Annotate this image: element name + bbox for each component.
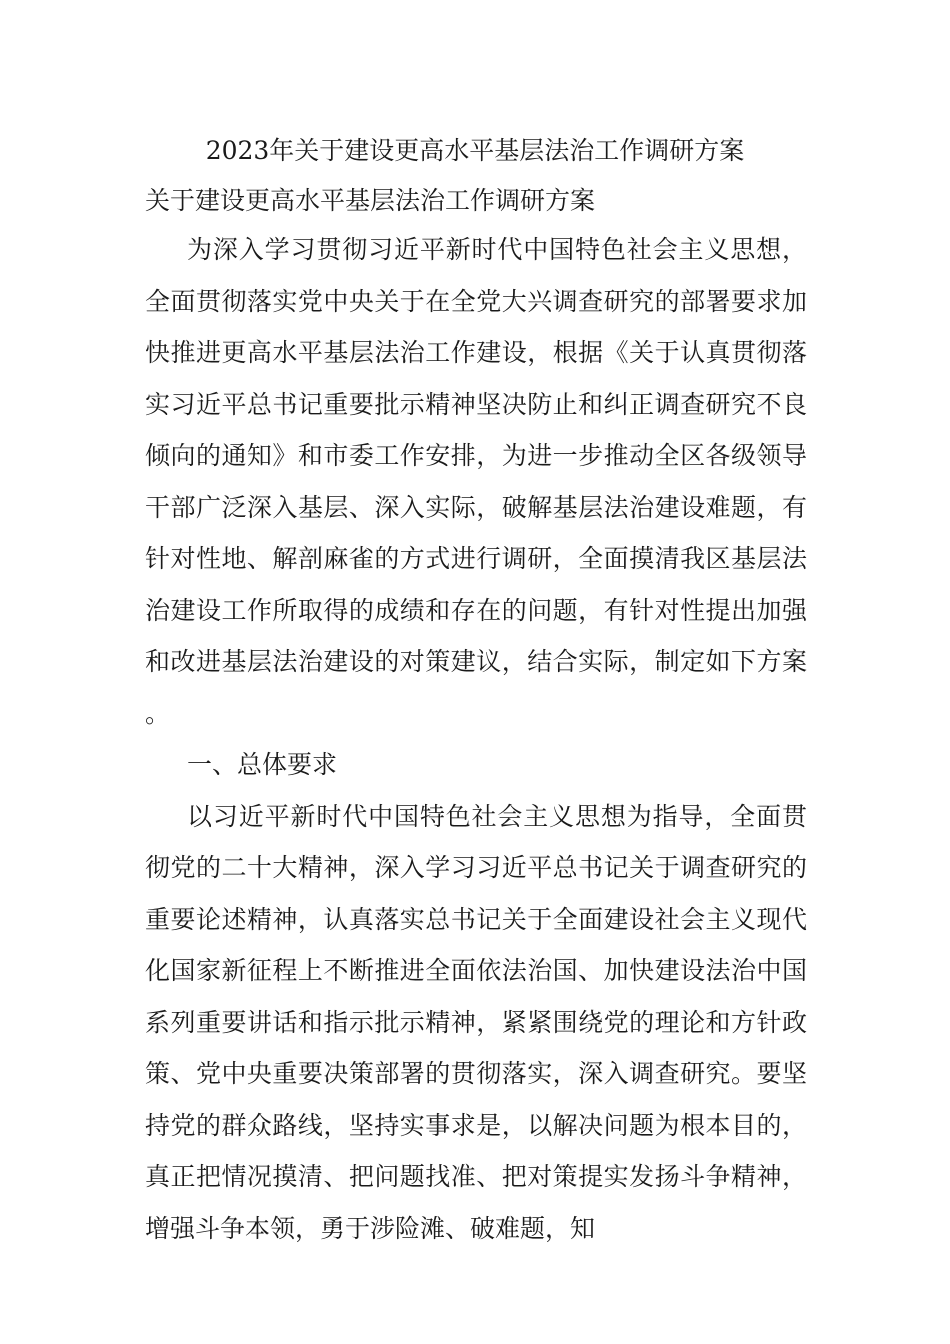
document-body bbox=[145, 224, 807, 1254]
document-subtitle: 关于建设更高水平基层法治工作调研方案 bbox=[145, 186, 596, 215]
paragraph-general-requirements: 以习近平新时代中国特色社会主义思想为指导，全面贯彻党的二十大精神，深入学习习近平总书记关于调查研究的重要论述精神，认真落实总书记关于全面建设社会主义现代化国家新征程上不断推进全面依法治国、加快建设法治中国系列重要讲话和指示批示精神，紧紧围绕党的理论和方针政策、党中央重要决策部署的贯彻落实，深入调查研究。要坚持党的群众路线，坚持实事求是，以解决问题为根本目的，真正把情况摸清、把问题找准、把对策提实发扬斗争精神，增强斗争本领，勇于涉险滩、破难题，知 bbox=[145, 801, 807, 1243]
section-heading-general-requirements: 一、总体要求 bbox=[187, 750, 338, 779]
document-title: 2023年关于建设更高水平基层法治工作调研方案 bbox=[205, 136, 745, 165]
paragraph-intro: 为深入学习贯彻习近平新时代中国特色社会主义思想，全面贯彻落实党中央关于在全党大兴调查研究的部署要求加快推进更高水平基层法治工作建设，根据《关于认真贯彻落实习近平总书记重要批示精神坚决防止和纠正调查研究不良倾向的通知》和市委工作安排，为进一步推动全区各级领导干部广泛深入基层、深入实际，破解基层法治建设难题，有针对性地、解剖麻雀的方式进行调研，全面摸清我区基层法治建设工作所取得的成绩和存在的问题，有针对性提出加强和改进基层法治建设的对策建议，结合实际，制定如下方案。 bbox=[145, 235, 807, 728]
